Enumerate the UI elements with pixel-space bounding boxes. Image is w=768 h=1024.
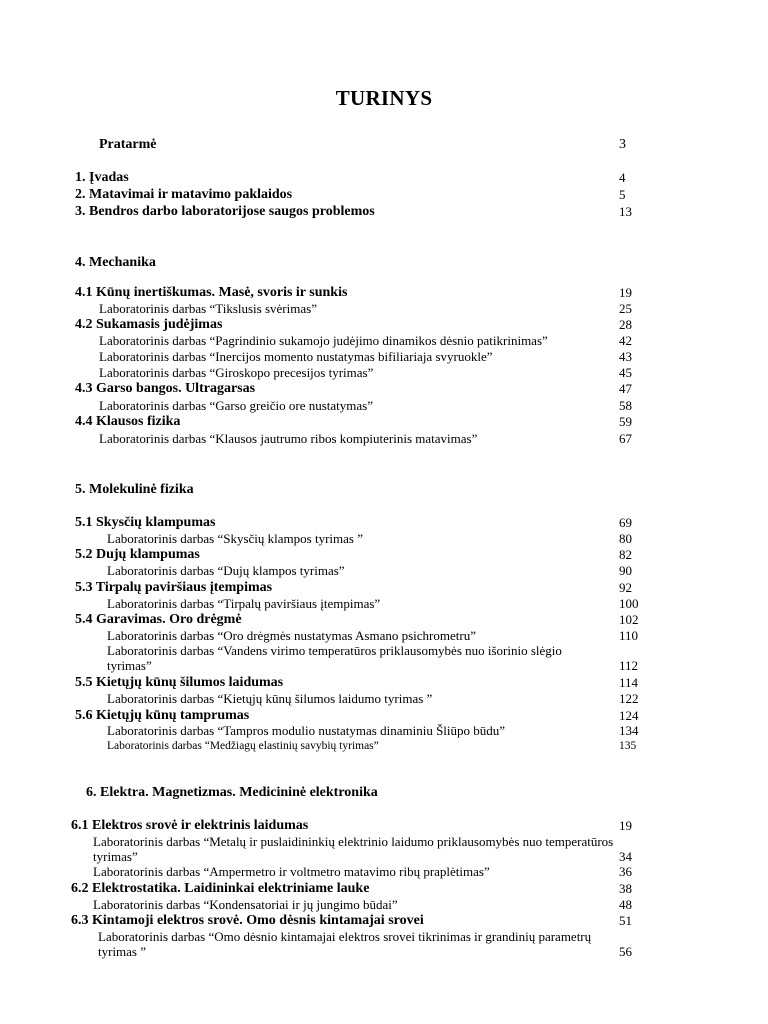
toc-lab-entry: Laboratorinis darbas “Inercijos momento nustatymas bifiliariaja svyruokle” — [99, 349, 493, 364]
toc-lab-entry: Laboratorinis darbas “Kondensatoriai ir jų jungimo būdai” — [93, 897, 398, 912]
toc-lab-entry: Laboratorinis darbas “Pagrindinio sukamojo judėjimo dinamikos dėsnio patikrinimas” — [99, 333, 548, 348]
toc-section-heading: 6. Elektra. Magnetizmas. Medicininė elektronika — [86, 785, 378, 800]
toc-lab-entry-continued: tyrimas” — [93, 849, 138, 864]
toc-lab-entry: Laboratorinis darbas “Kietųjų kūnų šilumos laidumo tyrimas ” — [107, 691, 433, 706]
toc-lab-entry: Laboratorinis darbas “Tikslusis svėrimas” — [99, 301, 317, 316]
toc-entry: 3. Bendros darbo laboratorijose saugos problemos — [75, 204, 375, 219]
toc-entry: 4.1 Kūnų inertiškumas. Masė, svoris ir sunkis — [75, 285, 348, 300]
toc-page: 36 — [619, 864, 632, 879]
toc-page: 47 — [619, 381, 632, 396]
toc-entry: 4.3 Garso bangos. Ultragarsas — [75, 381, 256, 396]
toc-lab-entry: Laboratorinis darbas “Tirpalų paviršiaus įtempimas” — [107, 596, 381, 611]
toc-page: 69 — [619, 515, 632, 530]
toc-page: 4 — [619, 170, 626, 185]
toc-page: 45 — [619, 365, 632, 380]
toc-entry: 6.3 Kintamoji elektros srovė. Omo dėsnis kintamajai srovei — [71, 913, 424, 928]
toc-page: 80 — [619, 531, 632, 546]
toc-entry: 5.1 Skysčių klampumas — [75, 515, 216, 530]
toc-page: 82 — [619, 547, 632, 562]
toc-page: 56 — [619, 944, 632, 959]
toc-page: 3 — [619, 137, 626, 152]
toc-page: 90 — [619, 563, 632, 578]
toc-lab-entry-continued: tyrimas” — [107, 658, 152, 673]
toc-page: 124 — [619, 708, 639, 723]
toc-lab-entry: Laboratorinis darbas “Oro drėgmės nustatymas Asmano psichrometru” — [107, 628, 476, 643]
toc-entry: 5.3 Tirpalų paviršiaus įtempimas — [75, 580, 273, 595]
toc-lab-entry: Laboratorinis darbas “Garso greičio ore nustatymas” — [99, 398, 373, 413]
toc-entry: 4.2 Sukamasis judėjimas — [75, 317, 223, 332]
toc-page: 134 — [619, 723, 639, 738]
toc-page: 92 — [619, 580, 632, 595]
toc-lab-entry: Laboratorinis darbas “Tampros modulio nustatymas dinaminiu Šliūpo būdu” — [107, 723, 506, 738]
toc-page: 13 — [619, 204, 632, 219]
toc-entry: 5.4 Garavimas. Oro drėgmė — [75, 612, 242, 627]
toc-page: 19 — [619, 818, 632, 833]
toc-page: 122 — [619, 691, 639, 706]
toc-page: 112 — [619, 658, 639, 673]
toc-page: 25 — [619, 301, 632, 316]
page-title: TURINYS — [335, 86, 433, 110]
toc-lab-entry: Laboratorinis darbas “Klausos jautrumo ribos kompiuterinis matavimas” — [99, 431, 478, 446]
toc-lab-entry: Laboratorinis darbas “Giroskopo precesijos tyrimas” — [99, 365, 374, 380]
toc-entry: 5.5 Kietųjų kūnų šilumos laidumas — [75, 675, 284, 690]
toc-page: 19 — [619, 285, 632, 300]
toc-page: 43 — [619, 349, 632, 364]
toc-lab-entry: Laboratorinis darbas “Dujų klampos tyrimas” — [107, 563, 345, 578]
toc-page: 38 — [619, 881, 632, 896]
toc-page: 59 — [619, 414, 632, 429]
toc-page: 100 — [619, 596, 639, 611]
toc-entry: 5.6 Kietųjų kūnų tamprumas — [75, 708, 250, 723]
toc-page: 102 — [619, 612, 639, 627]
toc-page: 58 — [619, 398, 632, 413]
toc-lab-entry: Laboratorinis darbas “Ampermetro ir voltmetro matavimo ribų praplėtimas” — [93, 864, 490, 879]
toc-entry: 4.4 Klausos fizika — [75, 414, 181, 429]
toc-page: 51 — [619, 913, 632, 928]
toc-entry: 5.2 Dujų klampumas — [75, 547, 200, 562]
toc-lab-entry: Laboratorinis darbas “Medžiagų elastinių savybių tyrimas” — [107, 740, 379, 752]
toc-page: 110 — [619, 628, 639, 643]
toc-entry: 6.2 Elektrostatika. Laidininkai elektriniame lauke — [71, 881, 370, 896]
toc-entry: 2. Matavimai ir matavimo paklaidos — [75, 187, 293, 202]
toc-entry-preface: Pratarmė — [99, 137, 157, 152]
toc-lab-entry: Laboratorinis darbas “Omo dėsnio kintamajai elektros srovei tikrinimas ir grandinių parametrų — [98, 929, 592, 944]
toc-entry: 1. Įvadas — [75, 170, 129, 185]
toc-page: 67 — [619, 431, 632, 446]
toc-page: 114 — [619, 675, 639, 690]
toc-page: 135 — [619, 740, 637, 752]
toc-lab-entry: Laboratorinis darbas “Skysčių klampos tyrimas ” — [107, 531, 363, 546]
toc-section-heading: 5. Molekulinė fizika — [75, 482, 194, 497]
toc-page: 28 — [619, 317, 632, 332]
toc-lab-entry-continued: tyrimas ” — [98, 944, 147, 959]
toc-lab-entry: Laboratorinis darbas “Metalų ir puslaidininkių elektrinio laidumo priklausomybės nuo temperatūros — [93, 834, 614, 849]
toc-page: 42 — [619, 333, 632, 348]
toc-page: 5 — [619, 187, 626, 202]
toc-section-heading: 4. Mechanika — [75, 255, 156, 270]
toc-page: 48 — [619, 897, 632, 912]
toc-entry: 6.1 Elektros srovė ir elektrinis laidumas — [71, 818, 309, 833]
toc-page: 34 — [619, 849, 632, 864]
toc-lab-entry: Laboratorinis darbas “Vandens virimo temperatūros priklausomybės nuo išorinio slėgio — [107, 643, 562, 658]
